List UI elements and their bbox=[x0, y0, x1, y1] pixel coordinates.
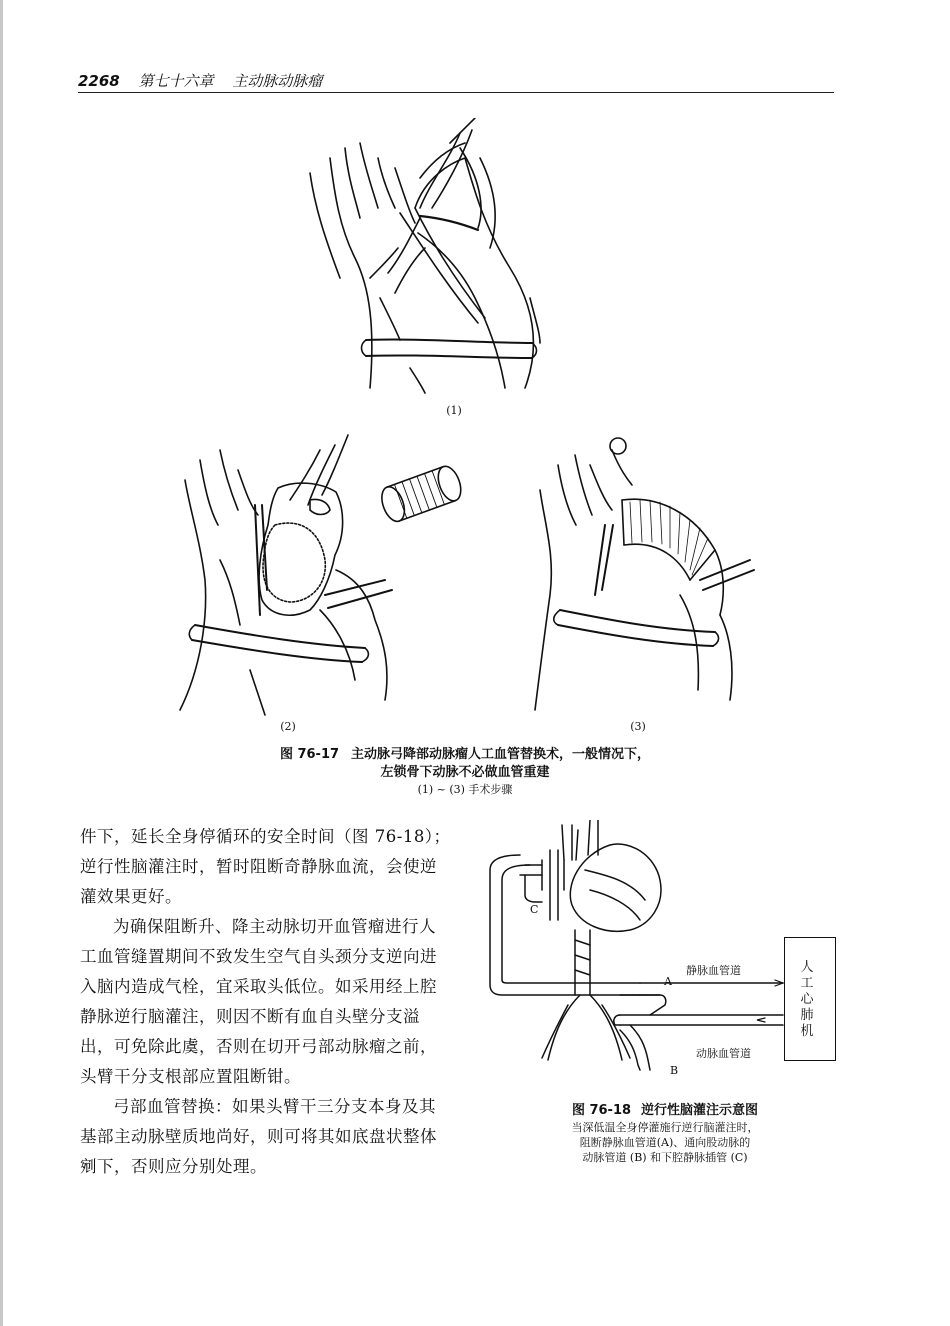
artery-tube-label: 动脉血管道 bbox=[696, 1047, 751, 1060]
caption-desc-1: 当深低温全身停灌施行逆行脑灌注时， bbox=[571, 1121, 759, 1134]
panel-3-label: (3) bbox=[630, 720, 646, 733]
figure-76-17-caption bbox=[140, 746, 790, 798]
label-b: B bbox=[670, 1064, 679, 1077]
panel-2-label: (2) bbox=[280, 720, 296, 733]
figure-76-17-panel-1 bbox=[300, 118, 560, 398]
page-number: 2268 bbox=[78, 72, 120, 90]
page-header bbox=[78, 70, 834, 93]
figure-number: 图 76-17 bbox=[279, 747, 340, 762]
body-text bbox=[80, 822, 452, 1182]
machine-label: 人工心肺机 bbox=[800, 960, 814, 1039]
paragraph: 为确保阻断升、降主动脉切开血管瘤进行人工血管缝置期间不致发生空气自头颈分支逆向进入脑内造成气栓，宜采取头低位。如采用经上腔静脉逆行脑灌注，则因不断有血自头壁分支溢出，可免除此虞，否则在切开弓部动脉瘤之前，头臂干分支根部应置阻断钳。 bbox=[80, 917, 437, 1086]
chapter-title: 主动脉动脉瘤 bbox=[232, 72, 323, 90]
vein-tube-label: 静脉血管道 bbox=[686, 964, 741, 977]
panel-1-label: (1) bbox=[446, 404, 462, 417]
heart-lung-machine bbox=[784, 937, 836, 1061]
figure-76-17-panel-3 bbox=[520, 430, 760, 720]
page-edge bbox=[0, 0, 3, 1326]
caption-desc-3: 动脉管道 (B) 和下腔静脉插管 (C) bbox=[582, 1151, 748, 1164]
caption-line-3: (1) ~ (3) 手术步骤 bbox=[417, 783, 513, 796]
label-a: A bbox=[664, 975, 672, 988]
figure-76-17-panel-2 bbox=[160, 430, 480, 720]
caption-desc-2: 阻断静脉血管道(A)、通向股动脉的 bbox=[579, 1136, 751, 1149]
caption-line-2: 左锁骨下动脉不必做血管重建 bbox=[380, 765, 550, 780]
figure-title: 逆行性脑灌注示意图 bbox=[641, 1103, 759, 1118]
figure-number: 图 76-18 bbox=[571, 1103, 632, 1118]
paragraph: 件下，延长全身停循环的安全时间（图 76-18）；逆行性脑灌注时，暂时阻断奇静脉血流，会使逆灌效果更好。 bbox=[80, 827, 451, 906]
figure-76-18-caption bbox=[500, 1102, 830, 1165]
label-c: C bbox=[530, 903, 539, 916]
paragraph: 弓部血管替换：如果头臂干三分支本身及其基部主动脉壁质地尚好，则可将其如底盘状整体剜下，否则应分别处理。 bbox=[80, 1097, 437, 1176]
caption-line-1: 主动脉弓降部动脉瘤人工血管替换术，一般情况下， bbox=[351, 747, 651, 762]
chapter-number: 第七十六章 bbox=[138, 72, 214, 90]
